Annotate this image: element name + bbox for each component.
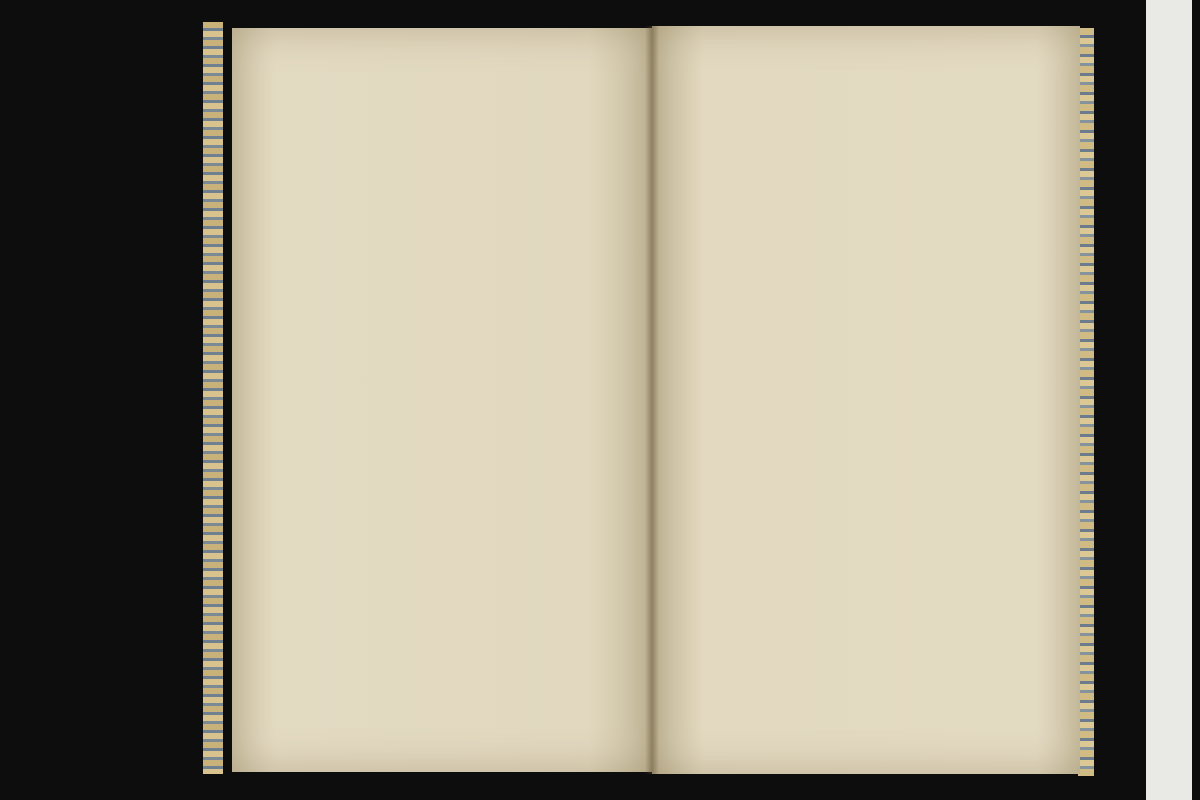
- left-page: [232, 28, 652, 772]
- right-page: [652, 26, 1080, 774]
- book-cover-right-edge: [1078, 28, 1094, 776]
- measurement-ruler: [1146, 0, 1192, 800]
- book-gutter: [645, 26, 659, 774]
- book-cover-left-edge: [203, 22, 223, 774]
